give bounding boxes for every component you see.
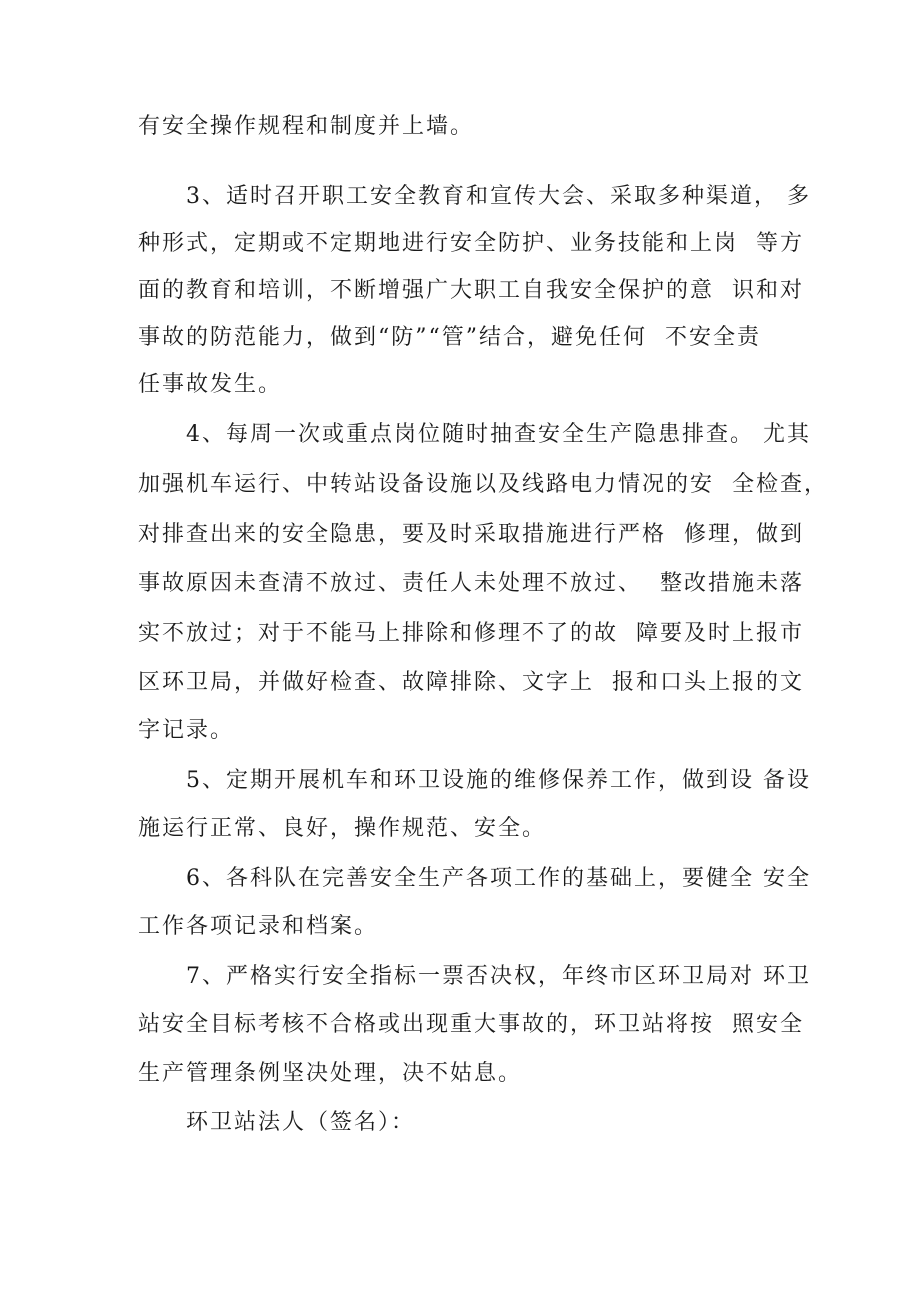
signature-label: 环卫站法人（签名）： xyxy=(186,1110,416,1135)
text-line: 事故原因未查清不放过、责任人未处理不放过、 整改措施未落 xyxy=(138,571,804,596)
text-line: 任事故发生。 xyxy=(138,372,283,397)
text-line: 生产管理条例坚决处理，决不姑息。 xyxy=(138,1061,523,1086)
paragraph-6-line: 6、各科队在完善安全生产各项工作的基础上，要健全 安全 xyxy=(186,866,811,891)
text-line: 站安全目标考核不合格或出现重大事故的，环卫站将按 照安全 xyxy=(138,1012,804,1037)
paragraph-7-line: 7、严格实行安全指标一票否决权，年终市区环卫局对 环卫 xyxy=(186,964,811,989)
text-line: 加强机车运行、中转站设备设施以及线路电力情况的安 全检查， xyxy=(138,472,828,497)
text-line: 面的教育和培训，不断增强广大职工自我安全保护的意 识和对 xyxy=(138,278,804,303)
text-line: 有安全操作规程和制度并上墙。 xyxy=(138,114,475,139)
text-line: 施运行正常、良好，操作规范、安全。 xyxy=(138,816,547,841)
text-line: 字记录。 xyxy=(138,718,235,743)
text-line: 事故的防范能力，做到“防”“管”结合，避免任何 不安全责 xyxy=(138,325,761,350)
text-line: 工作各项记录和档案。 xyxy=(138,914,379,939)
text-line: 区环卫局，并做好检查、故障排除、文字上 报和口头上报的文 xyxy=(138,670,804,695)
paragraph-5-line: 5、定期开展机车和环卫设施的维修保养工作，做到设 备设 xyxy=(186,768,811,793)
paragraph-3-line: 3、适时召开职工安全教育和宣传大会、采取多种渠道， 多 xyxy=(186,184,811,209)
text-line: 对排查出来的安全隐患，要及时采取措施进行严格 修理，做到 xyxy=(138,522,804,547)
text-line: 实不放过；对于不能马上排除和修理不了的故 障要及时上报市 xyxy=(138,621,804,646)
paragraph-4-line: 4、每周一次或重点岗位随时抽查安全生产隐患排查。 尤其 xyxy=(186,422,811,447)
text-line: 种形式，定期或不定期地进行安全防护、业务技能和上岗 等方 xyxy=(138,231,804,256)
